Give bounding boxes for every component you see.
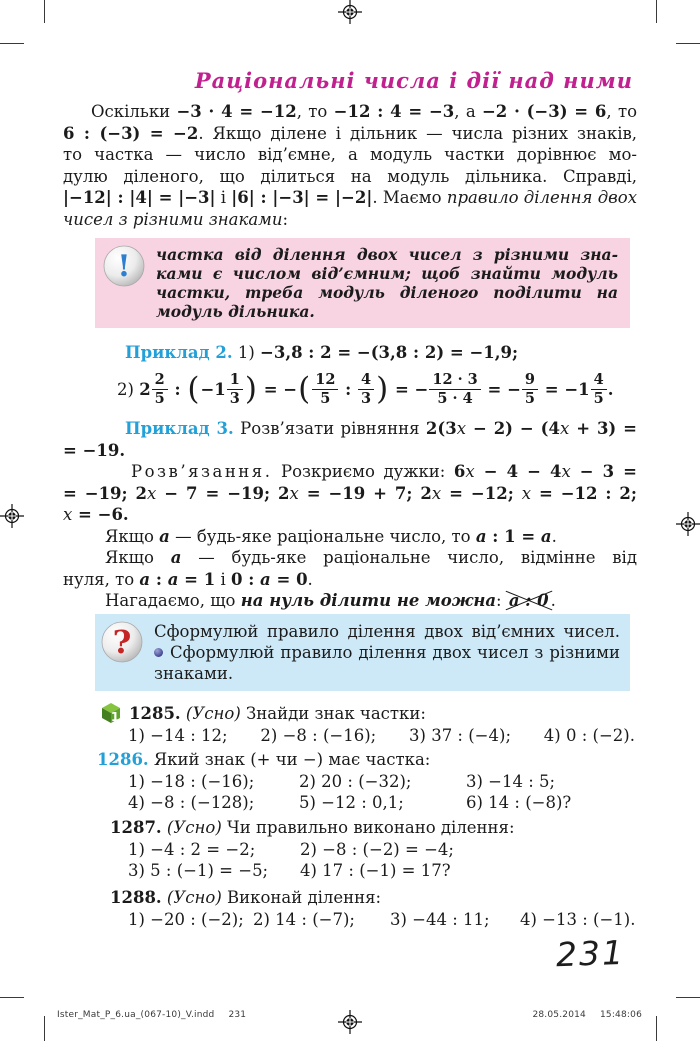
footer-timestamp	[532, 1010, 642, 1020]
registration-mark-left	[0, 504, 24, 528]
example-2-heading: Приклад 2. 1) −3,8 : 2 = −(3,8 : 2) = −1,9;	[125, 343, 519, 362]
note-line-4: Нагадаємо, що на нуль ділити не можна: a : 0 .	[105, 591, 556, 610]
exercises-section	[63, 702, 637, 931]
exercise-1285	[63, 702, 637, 747]
footer-date: 28.05.2014	[532, 1010, 586, 1020]
intro-line-6: чисел з різними знаками:	[63, 209, 289, 229]
note-line-3: нуля, то a : a = 1 і 0 : a = 0.	[63, 569, 313, 589]
question-box-text	[154, 621, 620, 684]
item: 2) −8 : (−16);	[260, 725, 377, 745]
item: 4) −8 : (−128);	[128, 793, 255, 812]
exercise-number: 1285.	[129, 703, 181, 723]
fraction: $\frac{4}{3}$	[358, 372, 374, 407]
item: 3) 37 : (−4);	[409, 725, 511, 745]
fraction: $\frac{12 \cdot 3}{5 \cdot 4}$	[429, 372, 480, 407]
note-line-2: Якщо a — будь-яке раціональне число, відмінне від	[105, 548, 637, 567]
exercise-1287-row-1	[63, 839, 637, 861]
fraction: $\frac{2}{5}$	[152, 372, 168, 407]
solution-line-1: Розв’язання. Розкриємо дужки: 6x − 4 − 4x − 3 =	[131, 462, 637, 481]
exercise-title: Виконай ділення:	[227, 887, 382, 907]
rule-line-4: модуль дільника.	[156, 302, 315, 321]
item: 2) 14 : (−7);	[253, 909, 355, 929]
rule-box-text	[156, 245, 618, 321]
oral-tag: (Усно)	[166, 887, 222, 907]
item: 4) −13 : (−1).	[520, 909, 636, 929]
exercise-1288	[63, 887, 637, 931]
note-line-1: Якщо a — будь-яке раціональне число, то a : 1 = a.	[105, 526, 557, 546]
exercise-number: 1288.	[110, 887, 162, 907]
crop-mark-top-right-v	[656, 0, 657, 23]
exercise-1288-items	[63, 909, 637, 931]
footer-file-name: Ister_Mat_P_6.ua_(067-10)_V.indd	[57, 1010, 215, 1020]
exercise-1287-head	[63, 817, 637, 839]
crop-mark-bottom-left-v	[44, 1016, 45, 1041]
intro-line-5: |−12| : |4| = |−3| і |6| : |−3| = |−2|. Маємо правило ділення двох	[63, 188, 637, 207]
question-line-1: Сформулюй правило ділення двох від’ємних чисел.	[154, 621, 620, 641]
exercise-title: Який знак (+ чи −) має частка:	[153, 749, 431, 769]
exercise-title: Чи правильно виконано ділення:	[227, 817, 515, 837]
item: 3) −14 : 5;	[466, 771, 556, 791]
item: 4) 0 : (−2).	[543, 725, 635, 745]
paren: )	[376, 370, 389, 407]
exercise-1285-head	[63, 702, 637, 725]
item: 1) −4 : 2 = −2;	[128, 839, 256, 859]
question-box	[95, 614, 630, 691]
page-content	[63, 64, 637, 933]
fraction: $\frac{4}{5}$	[591, 372, 607, 407]
level-1-cube-icon	[100, 702, 122, 724]
exercise-1285-items	[63, 725, 637, 747]
item: 2) 20 : (−32);	[299, 771, 412, 791]
svg-text:!: !	[117, 249, 131, 284]
crop-mark-top-left-h	[0, 43, 24, 44]
exercise-1287	[63, 817, 637, 882]
registration-mark-right	[676, 512, 700, 536]
intro-line-1: Оскільки −3 · 4 = −12, то −12 : 4 = −3, а −2 · (−3) = 6, то	[91, 102, 638, 121]
crop-mark-bottom-right-h	[676, 997, 700, 998]
exercise-1287-row-2	[63, 860, 637, 882]
chapter-title: Раціональні числа і дії над ними	[194, 68, 633, 93]
svg-text:1: 1	[110, 709, 120, 724]
intro-paragraph	[63, 101, 637, 230]
exercise-1288-head	[63, 887, 637, 909]
exercise-1286-row-1	[63, 771, 637, 793]
fraction: $\frac{9}{5}$	[522, 372, 538, 407]
item: 2) −8 : (−2) = −4;	[300, 839, 454, 859]
item: 1) −14 : 12;	[128, 725, 228, 745]
footer-page-ref: 231	[228, 1010, 247, 1020]
exclamation-icon	[103, 245, 145, 291]
fraction: $\frac{12}{5}$	[312, 372, 338, 407]
crossed-expression: a : 0	[508, 591, 549, 610]
exercise-1286-head	[63, 749, 637, 771]
exercise-1286	[63, 749, 637, 814]
example-label: Приклад 2.	[125, 343, 233, 362]
intro-line-2: 6 : (−3) = −2. Якщо ділене і дільник — числа різних знаків,	[63, 123, 638, 143]
fraction: $\frac{1}{3}$	[227, 372, 243, 407]
solution-line-3: x = −6.	[63, 505, 129, 524]
paren: )	[244, 370, 257, 407]
page-number: 231	[555, 932, 626, 975]
exercise-1286-row-2	[63, 792, 637, 814]
item: 5) −12 : 0,1;	[299, 793, 404, 812]
rule-line-3: частки, треба модуль діленого поділити на	[156, 283, 618, 302]
footer-time: 15:48:06	[599, 1010, 642, 1020]
rule-line-2: ками є числом від’ємним; щоб знайти модуль	[156, 264, 618, 283]
exercise-number: 1286.	[97, 749, 149, 769]
crop-mark-top-left-v	[44, 0, 45, 23]
item: 1) −18 : (−16);	[128, 771, 255, 791]
registration-mark-top	[338, 0, 362, 24]
paren: (	[298, 370, 311, 407]
item: 4) 17 : (−1) = 17?	[300, 861, 451, 880]
item: 3) −44 : 11;	[390, 909, 490, 929]
crop-mark-bottom-left-h	[0, 997, 24, 998]
crop-mark-top-right-h	[676, 43, 700, 44]
item: 3) 5 : (−1) = −5;	[128, 861, 269, 880]
example-2-calculation: 2) 2 $\frac{2}{5}$ : ( −1 $\frac{1}{3}$ ) = − ( $\frac{12}{5}$ : $\frac{4}{3}$ ) = − $\frac{12 \cdot 3}{5 \cdot 4}$ = − $\frac{9}{5}$ = −1 $\frac{4}{5}$ .	[117, 370, 614, 407]
example-3-result: = −19.	[63, 440, 126, 460]
oral-tag: (Усно)	[185, 703, 241, 723]
item: 1) −20 : (−2);	[128, 909, 244, 929]
paren: (	[187, 370, 200, 407]
example-3-heading: Приклад 3. Розв’язати рівняння 2(3x − 2) − (4x + 3) =	[125, 419, 637, 438]
example-label: Приклад 3.	[125, 419, 234, 438]
solution-line-2: = −19; 2x − 7 = −19; 2x = −19 + 7; 2x = −12; x = −12 : 2;	[63, 483, 638, 503]
item: 6) 14 : (−8)?	[466, 793, 572, 812]
rule-line-1: частка від ділення двох чисел з різними зна-	[156, 245, 618, 264]
bullet-sphere-icon	[154, 648, 163, 657]
exercise-title: Знайди знак частки:	[246, 703, 426, 723]
question-icon	[101, 621, 143, 667]
rule-box	[95, 238, 630, 328]
intro-line-3: то частка — число від’ємне, а модуль частки дорівнює мо-	[63, 145, 637, 164]
svg-text:?: ?	[112, 622, 132, 661]
crop-mark-bottom-right-v	[656, 1016, 657, 1041]
exercise-number: 1287.	[110, 817, 162, 837]
question-line-2-text: Сформулюй правило ділення двох чисел з різними	[170, 642, 620, 662]
question-line-3: знаками.	[154, 663, 234, 683]
question-line-2	[154, 642, 620, 663]
intro-line-4: дулю діленого, що ділиться на модуль дільника. Справді,	[63, 166, 637, 186]
oral-tag: (Усно)	[166, 817, 222, 837]
registration-mark-bottom	[338, 1010, 362, 1034]
footer-imprint	[57, 1010, 246, 1020]
